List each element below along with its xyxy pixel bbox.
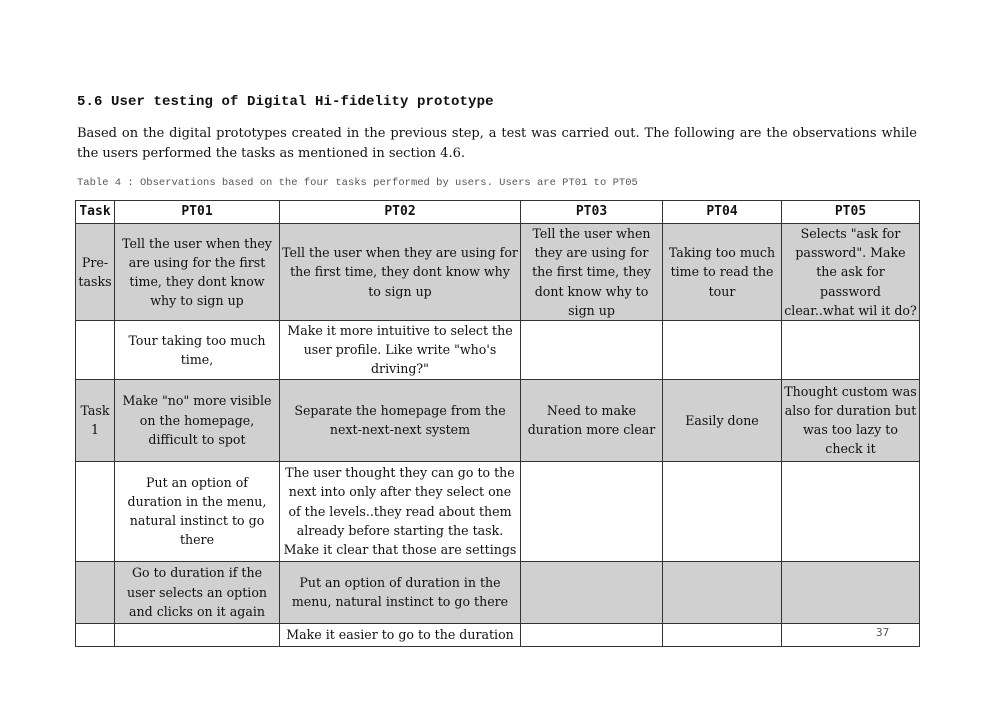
table-cell: [521, 623, 663, 646]
header-pt01: PT01: [115, 201, 280, 224]
header-pt02: PT02: [280, 201, 521, 224]
table-cell: [76, 561, 115, 623]
header-pt04: PT04: [663, 201, 782, 224]
table-cell: The user thought they can go to the next into only after they select one of the levels..they read about them already before starting the task. Make it clear that those are settings: [280, 461, 521, 561]
table-cell: [782, 561, 920, 623]
table-cell: [782, 623, 920, 646]
table-cell: [76, 321, 115, 380]
table-cell: Separate the homepage from the next-next-next system: [280, 379, 521, 461]
table-row: [76, 623, 920, 646]
section-heading: 5.6 User testing of Digital Hi-fidelity prototype: [77, 94, 494, 110]
table-cell: Tell the user when they are using for the first time, they dont know why to sign up: [280, 224, 521, 321]
table-cell: Selects "ask for password". Make the ask for password clear..what wil it do?: [782, 224, 920, 321]
table-cell: Put an option of duration in the menu, natural instinct to go there: [115, 461, 280, 561]
table-cell: Put an option of duration in the menu, natural instinct to go there: [280, 561, 521, 623]
table-cell: [115, 623, 280, 646]
intro-paragraph: Based on the digital prototypes created in the previous step, a test was carried out. The following are the observations while the users performed the tasks as mentioned in section 4.6.: [77, 126, 917, 161]
table-cell: [782, 321, 920, 380]
table-cell: [521, 561, 663, 623]
table-cell: Thought custom was also for duration but was too lazy to check it: [782, 379, 920, 461]
table-header-row: [76, 201, 920, 224]
table-caption: Table 4 : Observations based on the four tasks performed by users. Users are PT01 to PT05: [77, 177, 638, 189]
table-cell: [782, 461, 920, 561]
header-task: Task: [76, 201, 115, 224]
table-cell: [521, 461, 663, 561]
table-row: [76, 461, 920, 561]
table-cell: Pre-tasks: [76, 224, 115, 321]
table-cell: [663, 461, 782, 561]
table-cell: Go to duration if the user selects an option and clicks on it again: [115, 561, 280, 623]
table-cell: Task 1: [76, 379, 115, 461]
table-row: [76, 561, 920, 623]
table-cell: Easily done: [663, 379, 782, 461]
table-cell: Taking too much time to read the tour: [663, 224, 782, 321]
table-cell: [663, 561, 782, 623]
table-cell: Make it easier to go to the duration: [280, 623, 521, 646]
table-cell: Make it more intuitive to select the user profile. Like write "who's driving?": [280, 321, 521, 380]
table-cell: [76, 461, 115, 561]
table-row: [76, 224, 920, 321]
table-row: [76, 379, 920, 461]
table-cell: Tour taking too much time,: [115, 321, 280, 380]
page-number: 37: [876, 626, 890, 639]
table-cell: Tell the user when they are using for the first time, they dont know why to sign up: [521, 224, 663, 321]
table-cell: [663, 623, 782, 646]
header-pt03: PT03: [521, 201, 663, 224]
table-cell: [521, 321, 663, 380]
table-cell: Tell the user when they are using for the first time, they dont know why to sign up: [115, 224, 280, 321]
table-cell: Need to make duration more clear: [521, 379, 663, 461]
table-cell: [663, 321, 782, 380]
header-pt05: PT05: [782, 201, 920, 224]
table-row: [76, 321, 920, 380]
table-cell: Make "no" more visible on the homepage, difficult to spot: [115, 379, 280, 461]
observations-table: [75, 200, 920, 647]
table-cell: [76, 623, 115, 646]
